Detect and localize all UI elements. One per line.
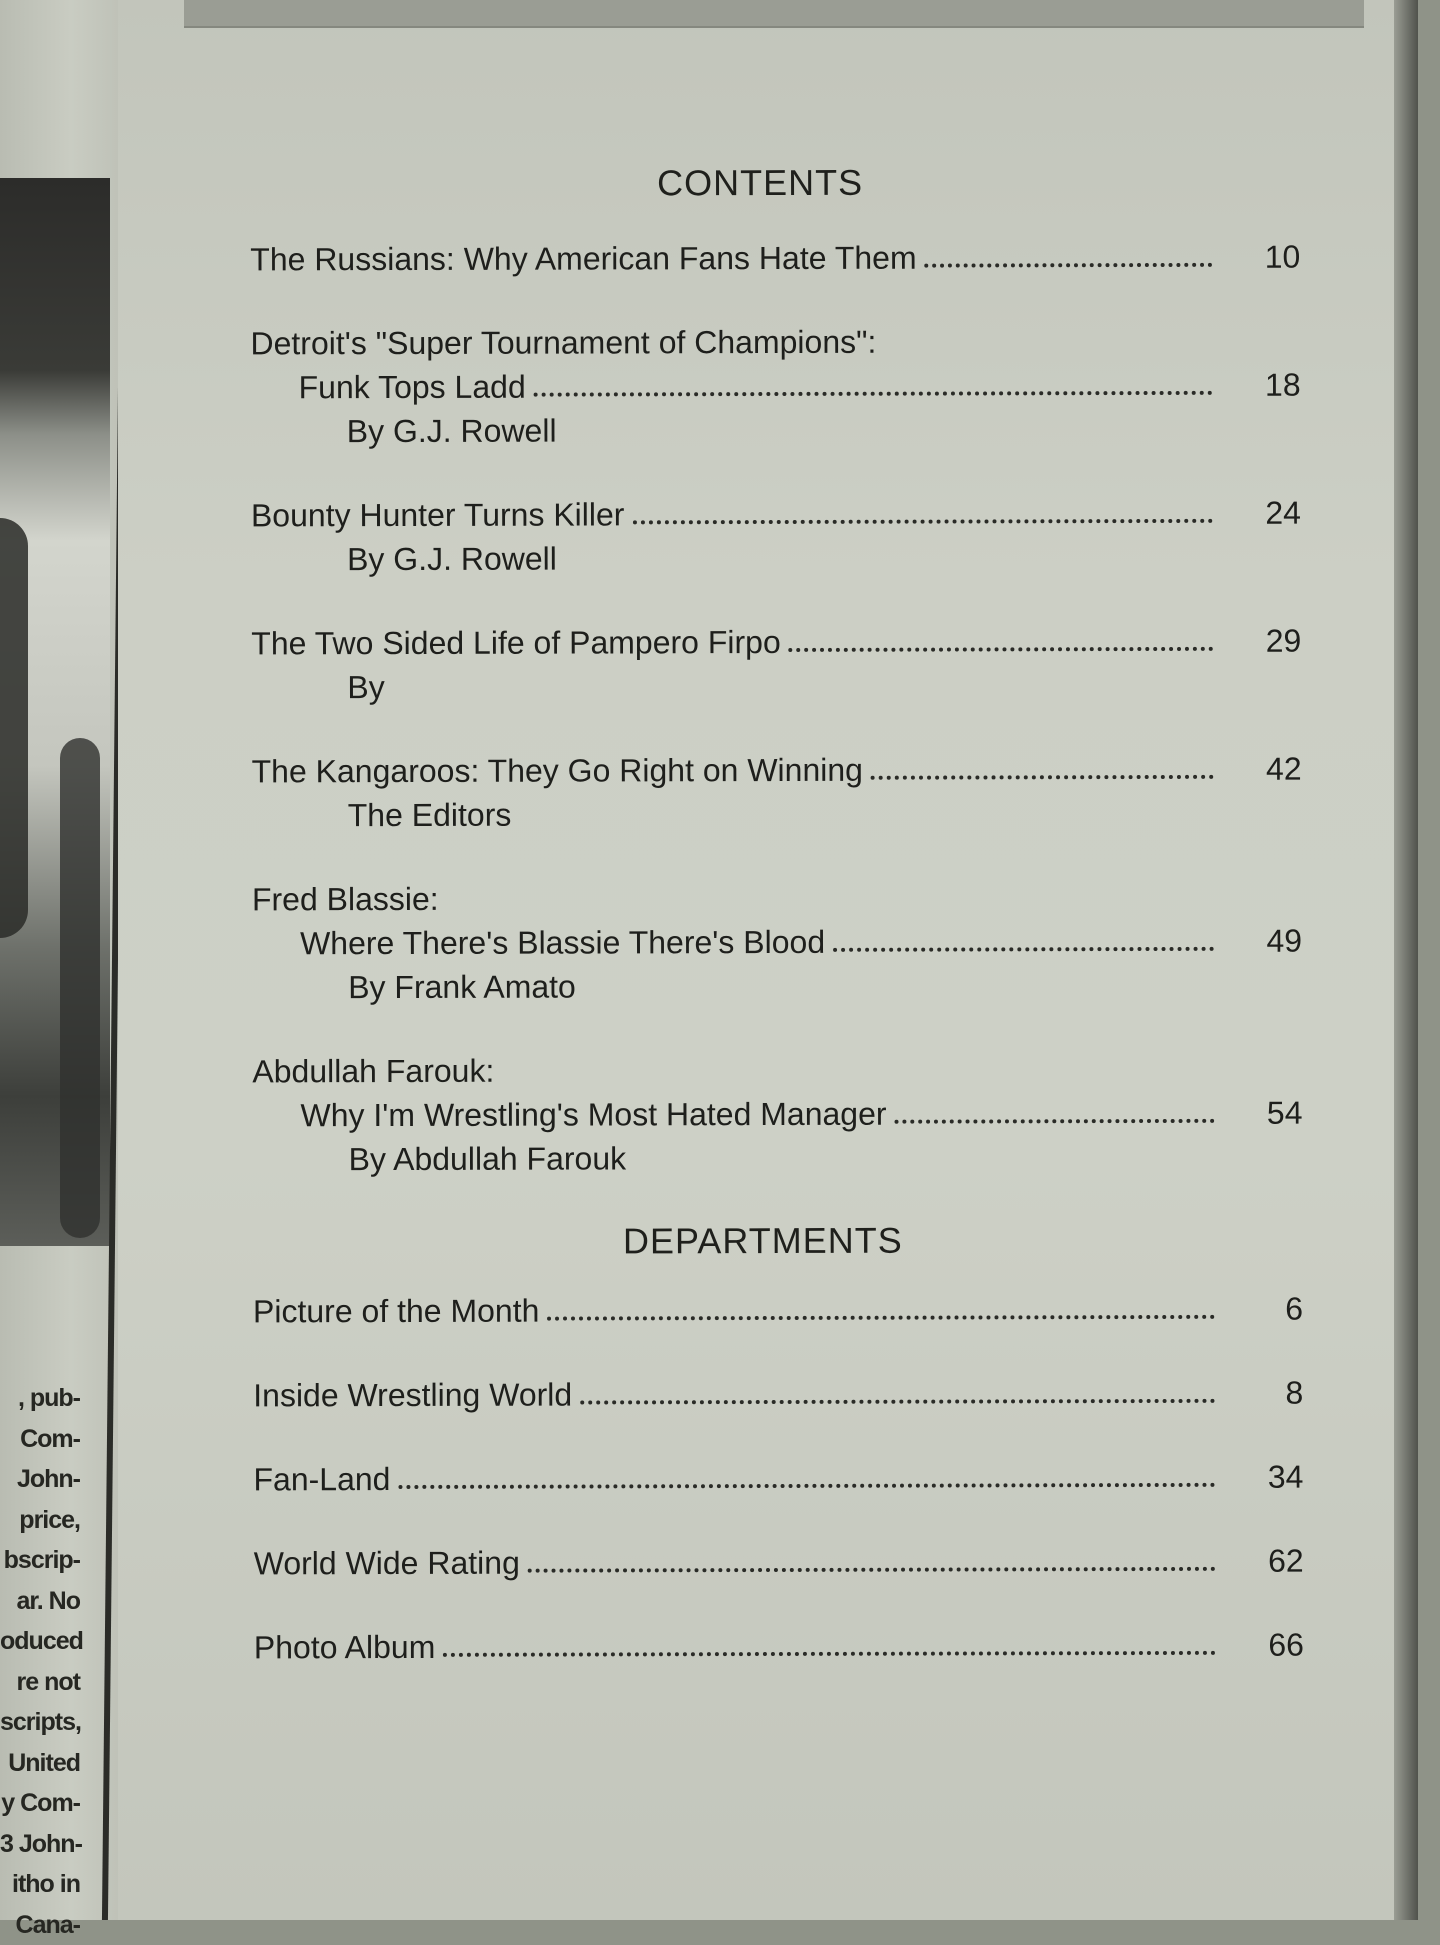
page-number: 10 — [1220, 235, 1300, 279]
article-subtitle: Where There's Blassie There's Blood — [300, 920, 825, 965]
page-number: 54 — [1222, 1091, 1302, 1135]
left-fragment: John- — [0, 1459, 80, 1500]
article-byline: By Abdullah Farouk — [349, 1136, 627, 1181]
dot-leader — [871, 775, 1214, 780]
department-item — [254, 1623, 1304, 1670]
left-fragment: bscrip- — [0, 1540, 80, 1581]
departments-heading: DEPARTMENTS — [223, 1219, 1303, 1264]
left-fragment: , pub- — [0, 1378, 80, 1419]
article-title: The Russians: Why American Fans Hate Them — [250, 236, 916, 282]
left-fragment: y Com- — [0, 1783, 80, 1824]
article-title: The Kangaroos: They Go Right on Winning — [252, 748, 863, 794]
toc-entry — [252, 1047, 1302, 1182]
department-item — [253, 1371, 1303, 1418]
page-number: 8 — [1223, 1371, 1303, 1415]
article-title: Bounty Hunter Turns Killer — [251, 492, 625, 537]
left-fragment: oduced — [0, 1621, 80, 1662]
top-photo-edge — [184, 0, 1364, 28]
department-title: Fan-Land — [253, 1457, 390, 1501]
article-byline: By G.J. Rowell — [347, 537, 557, 582]
contents-heading: CONTENTS — [220, 161, 1300, 206]
article-byline: By G.J. Rowell — [347, 409, 557, 454]
article-title: The Two Sided Life of Pampero Firpo — [251, 620, 781, 665]
article-subtitle: Funk Tops Ladd — [299, 365, 526, 410]
wrestler-photo — [0, 178, 110, 1246]
page-number: 49 — [1222, 919, 1302, 963]
dot-leader — [547, 1315, 1215, 1321]
left-fragment: re not — [0, 1662, 80, 1703]
left-page — [0, 0, 118, 1920]
article-title: Fred Blassie: — [252, 877, 439, 921]
left-fragment: Com- — [0, 1419, 80, 1460]
department-title: Inside Wrestling World — [253, 1373, 572, 1418]
department-item — [254, 1539, 1304, 1586]
dot-leader — [925, 263, 1213, 268]
article-byline: By Frank Amato — [348, 965, 576, 1010]
article-subtitle: Why I'm Wrestling's Most Hated Manager — [300, 1092, 886, 1138]
left-fragment: price, — [0, 1500, 80, 1541]
dot-leader — [398, 1483, 1215, 1489]
dot-leader — [632, 519, 1213, 525]
toc-entry — [251, 619, 1301, 710]
page-number: 24 — [1221, 491, 1301, 535]
article-byline: The Editors — [348, 793, 512, 837]
dot-leader — [895, 1119, 1215, 1124]
left-fragment: 3 John- — [0, 1824, 80, 1865]
dot-leader — [528, 1567, 1216, 1573]
dot-leader — [580, 1399, 1215, 1405]
department-title: World Wide Rating — [254, 1541, 520, 1586]
article-title: Detroit's "Super Tournament of Champions": — [250, 320, 876, 366]
table-of-contents — [250, 139, 1304, 1710]
page-number: 34 — [1223, 1455, 1303, 1499]
left-fragment: itho in — [0, 1864, 80, 1905]
dot-leader — [789, 647, 1214, 652]
department-title: Photo Album — [254, 1625, 436, 1669]
toc-entry — [252, 875, 1302, 1010]
department-item — [253, 1287, 1303, 1334]
dot-leader — [534, 391, 1213, 397]
page-number: 18 — [1221, 363, 1301, 407]
article-title: Abdullah Farouk: — [252, 1049, 494, 1094]
left-fragment: ar. No — [0, 1581, 80, 1622]
left-fragment: United — [0, 1743, 80, 1784]
toc-entry — [250, 319, 1300, 454]
department-title: Picture of the Month — [253, 1289, 539, 1334]
page-number: 6 — [1223, 1287, 1303, 1331]
page-number: 42 — [1222, 747, 1302, 791]
dot-leader — [833, 947, 1214, 952]
page-number: 62 — [1224, 1539, 1304, 1583]
page-number: 29 — [1221, 619, 1301, 663]
department-item — [253, 1455, 1303, 1502]
left-fragment: scripts, — [0, 1702, 80, 1743]
page-number: 66 — [1224, 1623, 1304, 1667]
article-byline: By — [347, 665, 384, 709]
page-edge-shadow — [1394, 0, 1418, 1920]
left-page-text — [0, 1378, 80, 1945]
dot-leader — [443, 1651, 1216, 1657]
toc-entry — [250, 235, 1300, 282]
toc-entry — [252, 747, 1302, 838]
left-fragment: Cana- — [0, 1905, 80, 1945]
toc-entry — [251, 491, 1301, 582]
